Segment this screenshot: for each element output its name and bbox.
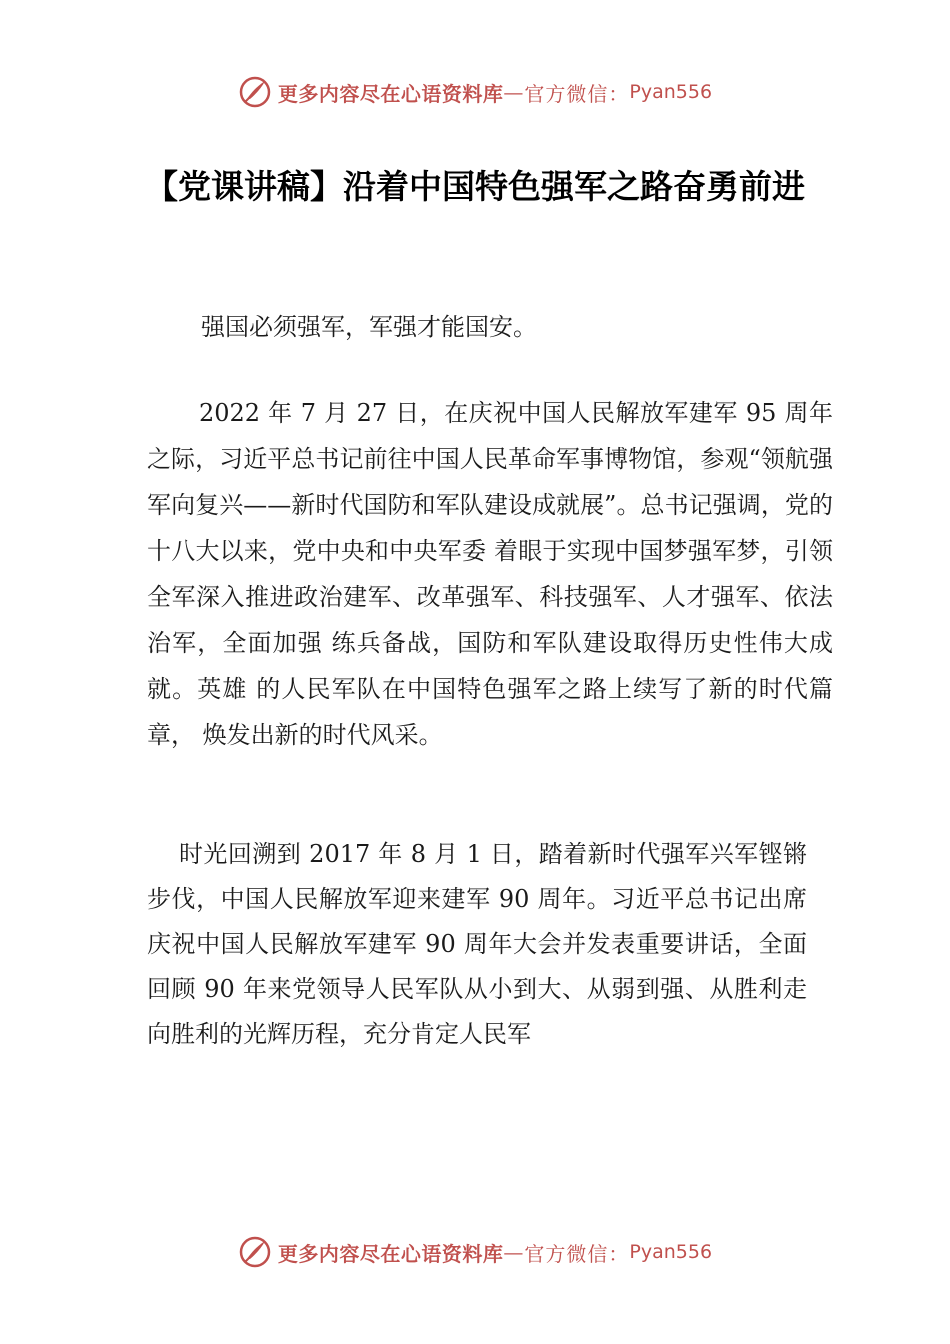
watermark-wechat-label: 官方微信： — [524, 81, 630, 106]
document-title: 【党课讲稿】沿着中国特色强军之路奋勇前进 — [145, 167, 805, 206]
header-watermark — [0, 72, 950, 112]
footer-watermark — [0, 1232, 950, 1272]
watermark-separator: — — [503, 1240, 525, 1264]
quill-seal-icon — [238, 1235, 272, 1269]
watermark-separator: — — [503, 80, 525, 104]
paragraph-3: 时光回溯到 2017 年 8 月 1 日，踏着新时代强军兴军铿锵步伐，中国人民解放军迎来建军 90 周年。习近平总书记出席庆祝中国人民解放军建军 90 周年大会并发表重要讲话，全面回顾 90 年来党领导人民军队从小到大、从弱到强、从胜利走向胜利的光辉历程，充分肯定人民军 — [147, 840, 807, 1048]
watermark-brand-text: 更多内容尽在心语资料库 — [277, 81, 504, 106]
quill-seal-icon — [238, 75, 272, 109]
watermark-wechat-id: Pyan556 — [629, 1241, 713, 1263]
paragraph-2: 2022 年 7 月 27 日，在庆祝中国人民解放军建军 95 周年之际，习近平总书记前往中国人民革命军事博物馆，参观“领航强军向复兴——新时代国防和军队建设成就展”。总书记强调，党的十八大以来，党中央和中央军委 着眼于实现中国梦强军梦，引领全军深入推进政治建军、改革强军、科技强军、人才强军、依法治军，全面加强 练兵备战，国防和军队建设取得历史性伟大成就。英雄 的人民军队在中国特色强军之路上续写了新的时代篇章， 焕发出新的时代风采。 — [147, 399, 833, 749]
watermark-wechat-id: Pyan556 — [629, 81, 713, 103]
paragraph-1: 强国必须强军，军强才能国安。 — [201, 313, 537, 341]
watermark-brand-text: 更多内容尽在心语资料库 — [277, 1241, 504, 1266]
watermark-wechat-label: 官方微信： — [524, 1241, 630, 1266]
